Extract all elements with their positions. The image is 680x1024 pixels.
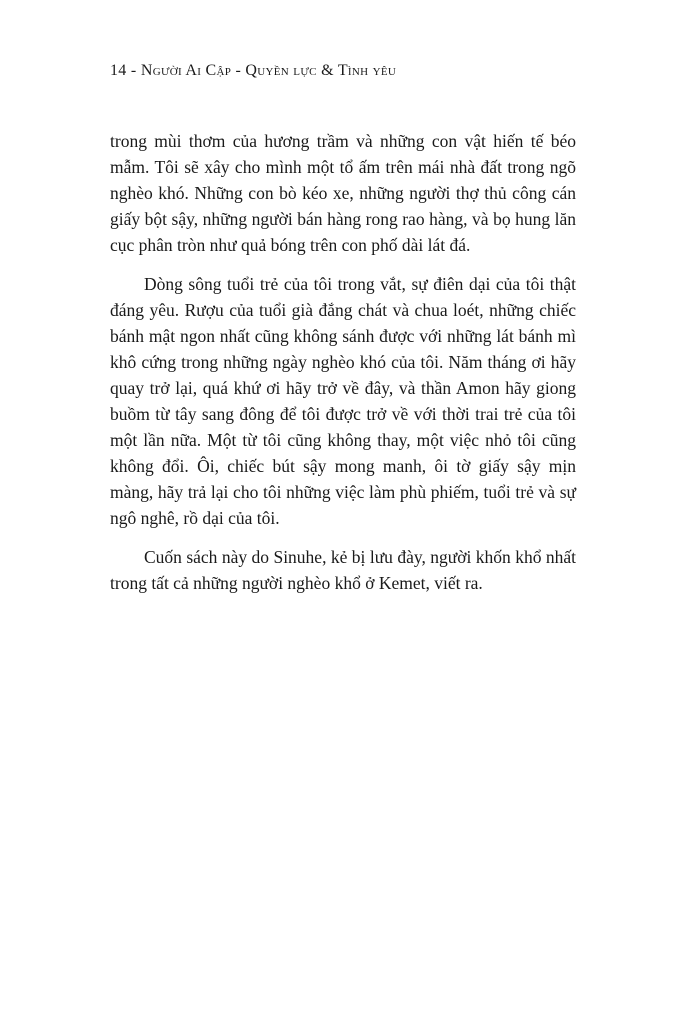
- paragraph: Cuốn sách này do Sinuhe, kẻ bị lưu đày, người khốn khổ nhất trong tất cả những người nghèo khổ ở Kemet, viết ra.: [110, 547, 576, 593]
- page-number: 14: [110, 62, 127, 79]
- paragraph: trong mùi thơm của hương trầm và những con vật hiến tế béo mẫm. Tôi sẽ xây cho mình một tổ ấm trên mái nhà đất trong ngõ nghèo khó. Những con bò kéo xe, những người thợ thủ công cán giấy bột sậy, những người bán hàng rong rao hàng, và bọ hung lăn cục phân tròn như quả bóng trên con phố dài lát đá.: [110, 131, 576, 255]
- paragraph: Dòng sông tuổi trẻ của tôi trong vắt, sự điên dại của tôi thật đáng yêu. Rượu của tuổi già đắng chát và chua loét, những chiếc bánh mật ngon nhất cũng không sánh được với những lát bánh mì khô cứng trong những ngày nghèo khó của tôi. Năm tháng ơi hãy quay trở lại, quá khứ ơi hãy trở về đây, và thần Amon hãy giong buồm từ tây sang đông để tôi được trở về với thời trai trẻ của tôi một lần nữa. Một từ tôi cũng không thay, một việc nhỏ tôi cũng không đổi. Ôi, chiếc bút sậy mong manh, ôi tờ giấy sậy mịn màng, hãy trả lại cho tôi những việc làm phù phiếm, tuổi trẻ và sự ngô nghê, rồ dại của tôi.: [110, 274, 576, 528]
- body-text: [110, 128, 576, 609]
- book-subtitle: Quyền lực & Tình yêu: [245, 62, 397, 79]
- book-title: Người Ai Cập: [140, 62, 232, 79]
- running-header: [110, 62, 590, 80]
- header-separator: -: [126, 62, 141, 79]
- header-separator: -: [231, 62, 246, 79]
